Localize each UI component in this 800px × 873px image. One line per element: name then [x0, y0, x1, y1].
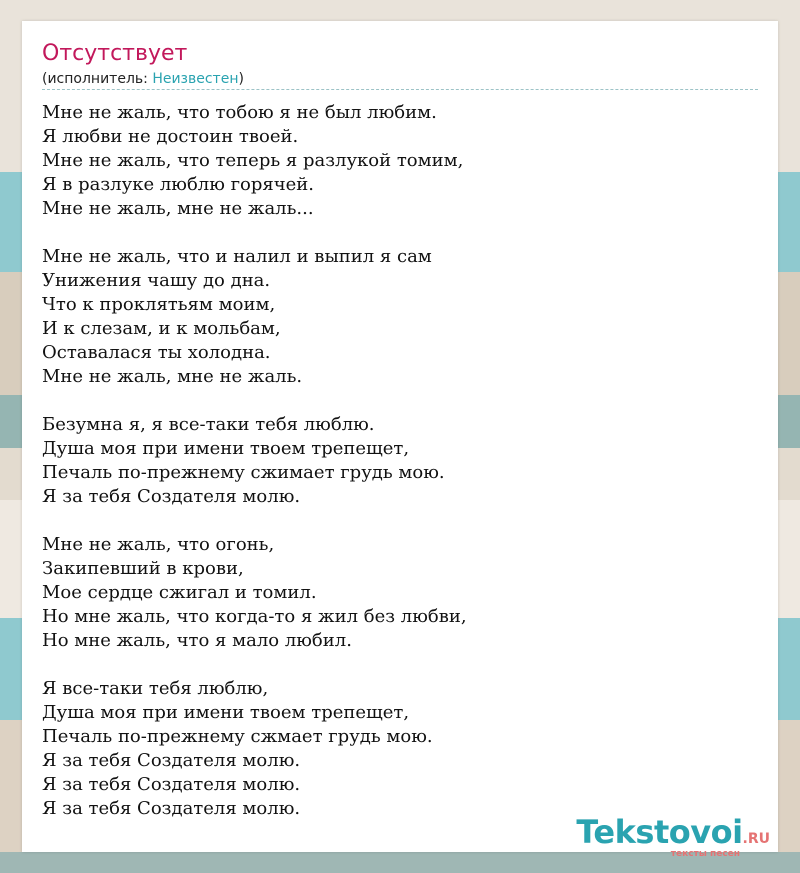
lyric-line: Мое сердце сжигал и томил. [42, 582, 317, 603]
lyric-line [42, 389, 758, 413]
lyric-line: Мне не жаль, мне не жаль. [42, 366, 303, 387]
lyric-line: Печаль по-прежнему сжимает грудь мою. [42, 462, 445, 483]
lyric-line: Я все-таки тебя люблю, [42, 678, 269, 699]
lyric-line: Что к проклятьям моим, [42, 294, 276, 315]
lyric-line: Душа моя при имени твоем трепещет, [42, 438, 410, 459]
lyric-line: Безумна я, я все-таки тебя люблю. [42, 414, 375, 435]
lyric-line [42, 653, 758, 677]
lyric-line: Мне не жаль, что теперь я разлукой томим, [42, 150, 464, 171]
lyrics-card [22, 21, 778, 859]
header-divider [42, 89, 758, 90]
lyric-line: Закипевший в крови, [42, 558, 244, 579]
lyric-line [42, 509, 758, 533]
lyric-line: Мне не жаль, что и налил и выпил я сам [42, 246, 432, 267]
lyric-line: Я за тебя Создателя молю. [42, 774, 301, 795]
lyric-line: Мне не жаль, что огонь, [42, 534, 275, 555]
lyric-line: Я любви не достоин твоей. [42, 126, 299, 147]
lyric-line: Унижения чашу до дна. [42, 270, 271, 291]
logo-tagline: тексты песен [670, 849, 740, 859]
performer-link[interactable]: Неизвестен [152, 71, 239, 87]
lyric-line: Мне не жаль, что тобою я не был любим. [42, 102, 437, 123]
lyric-line: Но мне жаль, что я мало любил. [42, 630, 352, 651]
logo-tld: .RU [742, 831, 770, 847]
lyric-line: Оставалася ты холодна. [42, 342, 271, 363]
site-logo[interactable] [576, 813, 770, 859]
lyric-line: И к слезам, и к мольбам, [42, 318, 281, 339]
lyric-line: Я за тебя Создателя молю. [42, 486, 301, 507]
lyric-line: Печаль по-прежнему сжмает грудь мою. [42, 726, 433, 747]
lyric-line: Душа моя при имени твоем трепещет, [42, 702, 410, 723]
performer-prefix: (исполнитель: [42, 71, 153, 87]
performer-suffix: ) [238, 71, 244, 87]
lyric-line [42, 221, 758, 245]
lyric-line: Но мне жаль, что когда-то я жил без любви, [42, 606, 467, 627]
lyric-line: Я в разлуке люблю горячей. [42, 174, 315, 195]
lyric-line: Я за тебя Создателя молю. [42, 798, 301, 819]
performer-line [42, 71, 244, 87]
lyric-line: Я за тебя Создателя молю. [42, 750, 301, 771]
logo-brand: Tekstovoi [576, 813, 743, 851]
lyric-line: Мне не жаль, мне не жаль... [42, 198, 314, 219]
song-title: Отсутствует [42, 41, 188, 66]
lyrics-text [42, 101, 758, 821]
